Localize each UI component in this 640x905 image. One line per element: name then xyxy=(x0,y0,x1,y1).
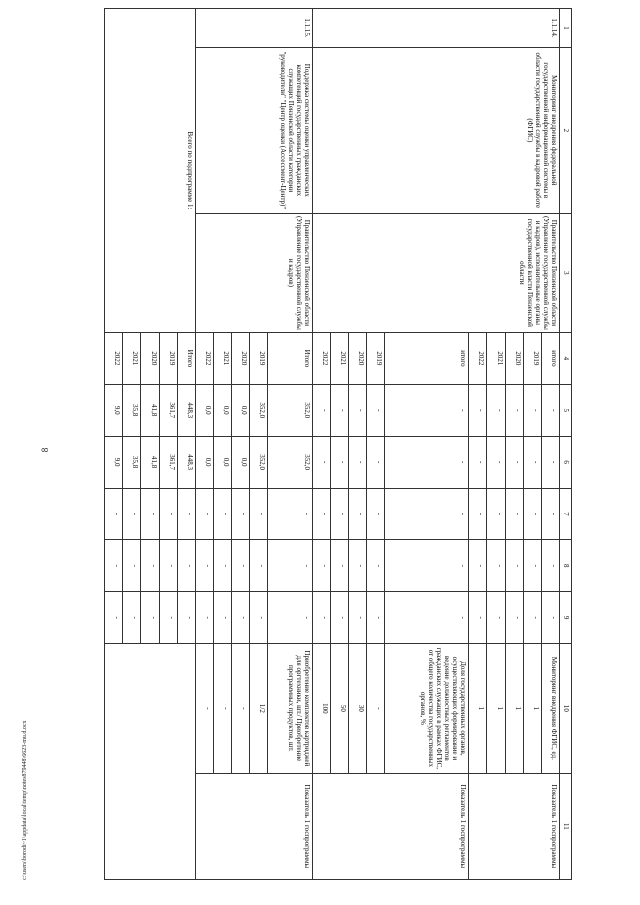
value-cell: 35,8 xyxy=(123,384,141,436)
col-number: 10 xyxy=(560,644,572,774)
activity-name: Поддержка системы оценки управленческих компетенций государственных гражданских служащих Пензенской области категории "руководители" "Центр оценки (Ассессмент-Центр)" xyxy=(195,47,312,213)
responsible-executor: Правительство Пензенской области (Управление государственной службы и кадров) xyxy=(195,213,312,332)
value-cell: - xyxy=(487,488,505,540)
value-cell: - xyxy=(349,384,367,436)
period-cell: 2022 xyxy=(105,333,123,385)
period-cell: 2021 xyxy=(487,333,505,385)
period-cell: 2021 xyxy=(123,333,141,385)
value-cell: 41,8 xyxy=(141,384,159,436)
value-cell: - xyxy=(349,592,367,644)
value-cell: 361,7 xyxy=(159,384,177,436)
col-number: 11 xyxy=(560,773,572,879)
table-row xyxy=(541,9,559,880)
value-cell: - xyxy=(330,488,348,540)
indicator-cell: Приобретение комплектов картриджей для оргтехники, шт./ Приобретение программных продуктов, шт. xyxy=(268,644,313,774)
value-cell: - xyxy=(312,540,330,592)
value-cell: 0,0 xyxy=(195,384,213,436)
value-cell: - xyxy=(523,592,541,644)
value-cell: 448,3 xyxy=(177,384,195,436)
value-cell: - xyxy=(312,436,330,488)
col-number: 9 xyxy=(560,592,572,644)
value-cell: - xyxy=(268,488,313,540)
period-cell: 2020 xyxy=(232,333,250,385)
value-cell: - xyxy=(195,488,213,540)
value-cell: - xyxy=(123,540,141,592)
value-cell: - xyxy=(330,436,348,488)
rotated-program-table xyxy=(104,8,572,880)
value-cell: - xyxy=(469,488,487,540)
col-number: 7 xyxy=(560,488,572,540)
value-cell: - xyxy=(159,592,177,644)
period-cell: 2019 xyxy=(523,333,541,385)
indicator-cell: - xyxy=(213,644,231,774)
link-cell: Показатель 1 госпрограммы xyxy=(195,773,312,879)
value-cell: - xyxy=(232,488,250,540)
value-cell: - xyxy=(159,540,177,592)
period-cell: итого xyxy=(541,333,559,385)
value-cell: - xyxy=(268,540,313,592)
value-cell: - xyxy=(523,540,541,592)
period-cell: 2020 xyxy=(349,333,367,385)
value-cell: - xyxy=(367,592,385,644)
period-cell: 2019 xyxy=(367,333,385,385)
file-path-footer: c:\users\borodi~1\appdata\local\temp\notes879448\6623-mu.d.ocx xyxy=(22,720,28,880)
value-cell: - xyxy=(312,592,330,644)
value-cell: - xyxy=(505,436,523,488)
value-cell: - xyxy=(541,592,559,644)
value-cell: - xyxy=(385,436,469,488)
period-cell: Итого xyxy=(177,333,195,385)
indicator-cell: Мониторинг внедрения ФГИС, ед. xyxy=(541,644,559,774)
value-cell: 352,0 xyxy=(268,384,313,436)
value-cell: - xyxy=(141,488,159,540)
value-cell: 352,0 xyxy=(250,436,268,488)
value-cell: 35,8 xyxy=(123,436,141,488)
value-cell: - xyxy=(349,488,367,540)
value-cell: - xyxy=(141,592,159,644)
value-cell: - xyxy=(469,592,487,644)
value-cell: - xyxy=(195,592,213,644)
value-cell: - xyxy=(469,540,487,592)
item-number: 1.1.15. xyxy=(195,9,312,48)
value-cell: - xyxy=(268,592,313,644)
value-cell: - xyxy=(523,436,541,488)
value-cell: - xyxy=(487,540,505,592)
value-cell: - xyxy=(330,384,348,436)
responsible-executor: Правительство Пензенской области (Управление государственной службы и кадров), исполнительные органы государственной власти Пензенской области xyxy=(312,213,559,332)
indicator-cell: 1/2 xyxy=(250,644,268,774)
value-cell: - xyxy=(541,436,559,488)
col-number: 5 xyxy=(560,384,572,436)
indicator-cell: 1 xyxy=(523,644,541,774)
col-number: 8 xyxy=(560,540,572,592)
link-cell: Показатель 1 госпрограммы xyxy=(312,773,469,879)
period-cell: 2019 xyxy=(250,333,268,385)
col-number: 4 xyxy=(560,333,572,385)
value-cell: - xyxy=(330,592,348,644)
value-cell: - xyxy=(312,384,330,436)
page-number: 8 xyxy=(40,447,50,453)
indicator-cell: - xyxy=(195,644,213,774)
value-cell: - xyxy=(105,540,123,592)
value-cell: - xyxy=(312,488,330,540)
value-cell: - xyxy=(487,436,505,488)
value-cell: - xyxy=(385,488,469,540)
indicator-cell: 30 xyxy=(349,644,367,774)
value-cell: - xyxy=(123,592,141,644)
indicator-cell: 50 xyxy=(330,644,348,774)
value-cell: - xyxy=(385,540,469,592)
table-row xyxy=(177,9,195,880)
value-cell: 352,0 xyxy=(268,436,313,488)
value-cell: - xyxy=(177,488,195,540)
value-cell: 0,0 xyxy=(213,384,231,436)
value-cell: - xyxy=(213,540,231,592)
col-number: 6 xyxy=(560,436,572,488)
indicator-cell: - xyxy=(367,644,385,774)
value-cell: - xyxy=(105,488,123,540)
period-cell: 2020 xyxy=(505,333,523,385)
value-cell: - xyxy=(541,384,559,436)
col-number: 1 xyxy=(560,9,572,48)
value-cell: - xyxy=(367,384,385,436)
value-cell: - xyxy=(523,488,541,540)
subprogram-total-label: Всего по подпрограмме 1: xyxy=(105,9,196,333)
value-cell: 361,7 xyxy=(159,436,177,488)
period-cell: итого xyxy=(385,333,469,385)
value-cell: - xyxy=(505,540,523,592)
value-cell: 0,0 xyxy=(195,436,213,488)
value-cell: - xyxy=(213,488,231,540)
item-number: 1.1.14. xyxy=(312,9,559,48)
value-cell: 448,3 xyxy=(177,436,195,488)
value-cell: - xyxy=(541,540,559,592)
value-cell: - xyxy=(232,540,250,592)
value-cell: - xyxy=(177,540,195,592)
value-cell: - xyxy=(487,384,505,436)
value-cell: - xyxy=(250,540,268,592)
value-cell: - xyxy=(123,488,141,540)
value-cell: - xyxy=(541,488,559,540)
value-cell: - xyxy=(177,592,195,644)
indicator-cell: 100 xyxy=(312,644,330,774)
column-number-row xyxy=(560,9,572,880)
period-cell: 2020 xyxy=(141,333,159,385)
link-cell: Показатель 1 госпрограммы xyxy=(469,773,560,879)
value-cell: - xyxy=(195,540,213,592)
value-cell: 41,8 xyxy=(141,436,159,488)
value-cell: - xyxy=(159,488,177,540)
value-cell: - xyxy=(349,436,367,488)
value-cell: - xyxy=(469,436,487,488)
value-cell: 9,0 xyxy=(105,384,123,436)
period-cell: 2021 xyxy=(330,333,348,385)
col-number: 2 xyxy=(560,47,572,213)
value-cell: - xyxy=(141,540,159,592)
value-cell: - xyxy=(385,592,469,644)
value-cell: 0,0 xyxy=(213,436,231,488)
value-cell: - xyxy=(487,592,505,644)
program-table xyxy=(104,8,572,880)
period-cell: Итого xyxy=(268,333,313,385)
indicator-cell: 1 xyxy=(487,644,505,774)
value-cell: - xyxy=(385,384,469,436)
empty-cell xyxy=(105,644,196,880)
indicator-cell: 1 xyxy=(505,644,523,774)
value-cell: 0,0 xyxy=(232,436,250,488)
period-cell: 2019 xyxy=(159,333,177,385)
period-cell: 2021 xyxy=(213,333,231,385)
value-cell: - xyxy=(469,384,487,436)
value-cell: 352,0 xyxy=(250,384,268,436)
value-cell: - xyxy=(349,540,367,592)
value-cell: - xyxy=(105,592,123,644)
value-cell: - xyxy=(367,436,385,488)
value-cell: - xyxy=(330,540,348,592)
period-cell: 2022 xyxy=(195,333,213,385)
period-cell: 2022 xyxy=(469,333,487,385)
col-number: 3 xyxy=(560,213,572,332)
indicator-cell: - xyxy=(232,644,250,774)
table-row xyxy=(268,9,313,880)
activity-name: Мониторинг внедрения федеральной государственной информационной системы в области государственной службы в кадровой работе (ФГИС) xyxy=(312,47,559,213)
value-cell: - xyxy=(505,488,523,540)
value-cell: - xyxy=(250,592,268,644)
indicator-cell: Доля государственных органов, осуществляющих формирование и ведение должностных регламентов гражданских служащих в рамках ФГИС, от общего количества государственных органов, % xyxy=(385,644,469,774)
value-cell: - xyxy=(232,592,250,644)
value-cell: - xyxy=(213,592,231,644)
value-cell: - xyxy=(505,592,523,644)
indicator-cell: 1 xyxy=(469,644,487,774)
period-cell: 2022 xyxy=(312,333,330,385)
value-cell: - xyxy=(523,384,541,436)
value-cell: - xyxy=(250,488,268,540)
value-cell: - xyxy=(367,540,385,592)
value-cell: 9,0 xyxy=(105,436,123,488)
value-cell: - xyxy=(367,488,385,540)
value-cell: - xyxy=(505,384,523,436)
value-cell: 0,0 xyxy=(232,384,250,436)
